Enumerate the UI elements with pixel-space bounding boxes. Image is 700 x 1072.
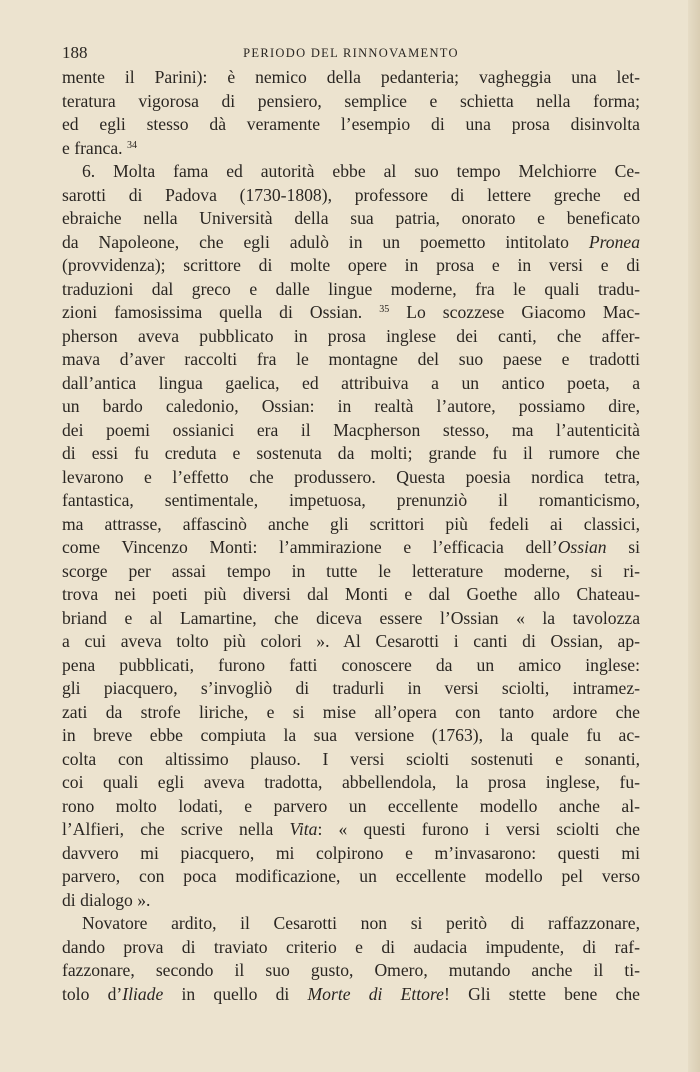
text-line	[62, 630, 640, 654]
text-line	[62, 160, 640, 184]
text-run: tolo d’	[62, 983, 123, 1004]
text-line	[62, 795, 640, 819]
text-line	[62, 90, 640, 114]
text-line	[62, 912, 640, 936]
text-run: Lo scozzese Giacomo Mac-	[389, 302, 640, 322]
text-line	[62, 677, 640, 701]
text-run: si	[606, 537, 641, 557]
text-line	[62, 395, 640, 419]
footnote-ref: 35	[379, 304, 390, 315]
text-line	[62, 254, 640, 278]
running-title: PERIODO DEL RINNOVAMENTO	[243, 46, 459, 60]
text-run: e franca.	[62, 137, 127, 158]
text-line	[62, 419, 640, 443]
text-line	[62, 818, 640, 842]
text-line	[62, 513, 640, 537]
page-header	[62, 43, 640, 65]
italic-text: Vita	[289, 819, 318, 839]
text-line	[62, 372, 640, 396]
text-run: in breve ebbe compiuta la sua versione (1763), la quale fu ac-	[62, 725, 640, 745]
text-run: a cui aveva tolto più colori ». Al Cesarotti i canti di Ossian, ap-	[62, 631, 640, 651]
text-line	[62, 442, 640, 466]
text-line	[62, 748, 640, 772]
text-run: un bardo caledonio, Ossian: in realtà l’autore, possiamo dire,	[62, 396, 640, 416]
text-run: l’Alfieri, che scrive nella	[62, 819, 290, 839]
text-line	[62, 701, 640, 725]
text-run: pherson aveva pubblicato in prosa inglese dei canti, che affer-	[62, 325, 640, 346]
text-run: Novatore ardito, il Cesarotti non si peritò di raffazzonare,	[82, 913, 640, 933]
text-run: dando prova di traviato criterio e di audacia impudente, di raf-	[62, 936, 640, 957]
text-run: colta con altissimo plauso. I versi sciolti sostenuti e sonanti,	[62, 748, 640, 769]
text-run: briand e al Lamartine, che diceva essere l’Ossian « la tavolozza	[62, 607, 640, 628]
text-run: zioni famosissima quella di Ossian.	[62, 302, 380, 322]
italic-text: Morte di Ettore	[307, 983, 444, 1004]
text-run: teratura vigorosa di pensiero, semplice e schietta nella forma;	[62, 90, 640, 111]
text-run: trova nei poeti più diversi dal Monti e dal Goethe allo Chateau-	[62, 584, 640, 604]
text-run: scorge per assai tempo in tutte le letterature moderne, si ri-	[62, 560, 640, 581]
text-line	[62, 137, 640, 161]
text-run: in quello di	[163, 983, 308, 1004]
text-line	[62, 184, 640, 208]
text-line	[62, 865, 640, 889]
text-line	[62, 724, 640, 748]
text-run: (provvidenza); scrittore di molte opere in prosa e in versi e di	[62, 255, 640, 275]
text-line	[62, 207, 640, 231]
text-run: 6. Molta fama ed autorità ebbe al suo tempo Melchiorre Ce-	[82, 161, 640, 181]
text-run: di essi fu creduta e sostenuta da molti; grande fu il rumore che	[62, 443, 640, 463]
text-run: dall’antica lingua gaelica, ed attribuiva a un antico poeta, a	[62, 372, 640, 393]
text-line	[62, 66, 640, 90]
body-text	[62, 66, 640, 1006]
italic-text: Pronea	[588, 231, 640, 252]
page-edge	[688, 0, 700, 1072]
text-line	[62, 959, 640, 983]
italic-text: Iliade	[122, 983, 164, 1004]
text-line	[62, 771, 640, 795]
text-run: ebraiche nella Università della sua patria, onorato e beneficato	[62, 208, 640, 228]
text-run: coi quali egli aveva tradotta, abbellendola, la prosa inglese, fu-	[62, 772, 640, 792]
text-line	[62, 654, 640, 678]
text-line	[62, 607, 640, 631]
text-line	[62, 936, 640, 960]
text-run: di dialogo ».	[62, 889, 151, 910]
text-line	[62, 301, 640, 325]
text-run: dei poemi ossianici era il Macpherson stesso, ma l’autenticità	[62, 419, 640, 440]
text-line	[62, 583, 640, 607]
text-run: mava d’aver raccolti fra le montagne del suo paese e tradotti	[62, 349, 640, 369]
text-run: : « questi furono i versi sciolti che	[317, 819, 640, 839]
text-run: ed egli stesso dà veramente l’esempio di una prosa disinvolta	[62, 114, 640, 134]
text-run: fazzonare, secondo il suo gusto, Omero, mutando anche il ti-	[62, 960, 640, 980]
text-run: rono molto lodati, e parvero un eccellente modello anche al-	[62, 795, 640, 816]
text-line	[62, 842, 640, 866]
text-run: davvero mi piacquero, mi colpirono e m’invasarono: questi mi	[62, 842, 640, 863]
text-run: traduzioni dal greco e dalle lingue moderne, fra le quali tradu-	[62, 278, 640, 299]
text-run: da Napoleone, che egli adulò in un poemetto intitolato	[62, 231, 589, 252]
text-line	[62, 325, 640, 349]
footnote-ref: 34	[126, 139, 137, 151]
text-run: pena pubblicati, furono fatti conoscere da un amico inglese:	[62, 654, 640, 675]
text-run: ma attrasse, affascinò anche gli scrittori più fedeli ai classici,	[62, 513, 640, 534]
text-run: gli piacquero, s’invogliò di tradurli in versi sciolti, intramez-	[62, 678, 640, 698]
text-run: levarono e l’effetto che produssero. Questa poesia nordica tetra,	[62, 466, 640, 487]
text-line	[62, 348, 640, 372]
text-line	[62, 489, 640, 513]
text-line	[62, 983, 640, 1007]
text-line	[62, 536, 640, 560]
italic-text: Ossian	[557, 537, 607, 557]
text-line	[62, 889, 640, 913]
text-run: mente il Parini): è nemico della pedanteria; vagheggia una let-	[62, 67, 640, 87]
text-line	[62, 560, 640, 584]
text-run: zati da strofe liriche, e si mise all’opera con tanto ardore che	[62, 701, 640, 722]
text-run: sarotti di Padova (1730-1808), professore di lettere greche ed	[62, 184, 640, 205]
text-run: parvero, con poca modificazione, un eccellente modello pel verso	[62, 866, 640, 886]
text-line	[62, 113, 640, 137]
page-number: 188	[62, 43, 88, 62]
text-line	[62, 278, 640, 302]
text-run: ! Gli stette bene che	[443, 983, 640, 1004]
text-line	[62, 466, 640, 490]
text-line	[62, 231, 640, 255]
text-run: fantastica, sentimentale, impetuosa, prenunziò il romanticismo,	[62, 490, 640, 510]
text-run: come Vincenzo Monti: l’ammirazione e l’efficacia dell’	[62, 537, 558, 557]
